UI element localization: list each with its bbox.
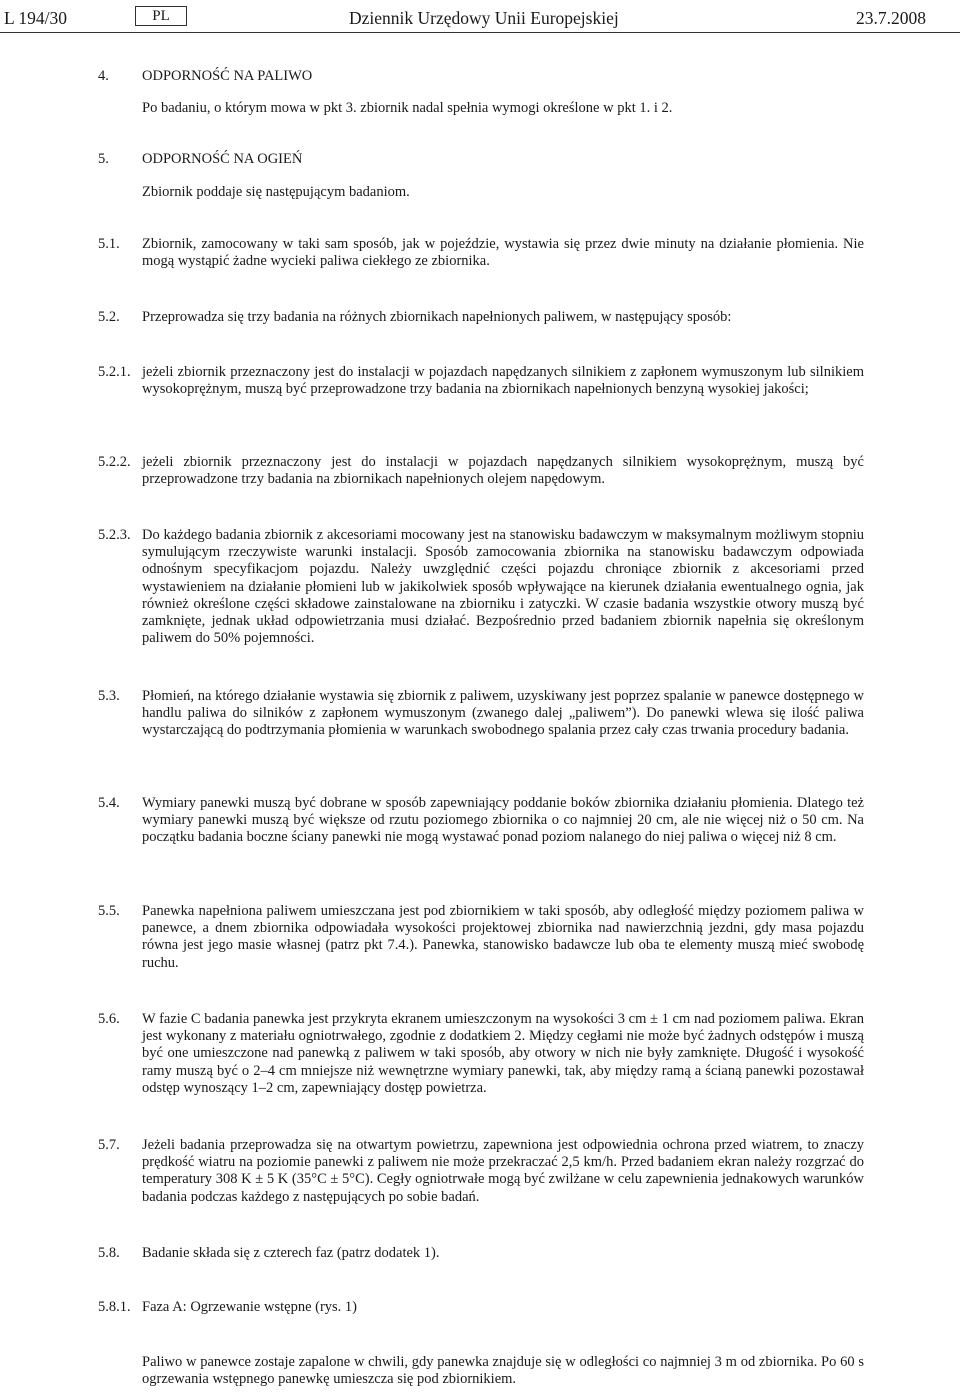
paragraph-5-4: [98, 795, 864, 847]
language-badge: PL: [135, 6, 187, 26]
paragraph-text: Badanie składa się z czterech faz (patrz dodatek 1).: [142, 1245, 440, 1261]
paragraph-5-8: [98, 1245, 864, 1262]
paragraph-number: 5.2.3.: [98, 527, 131, 543]
paragraph-number: 5.4.: [98, 795, 120, 811]
paragraph-number: 5.8.: [98, 1245, 120, 1261]
paragraph-5-5: [98, 903, 864, 972]
section-heading: [98, 68, 864, 85]
paragraph-number: 5.7.: [98, 1137, 120, 1153]
page-header: [0, 6, 960, 32]
section-number: 5.: [98, 151, 109, 167]
section-text: Po badaniu, o którym mowa w pkt 3. zbiornik nadal spełnia wymogi określone w pkt 1. i 2.: [142, 100, 673, 116]
paragraph-number: 5.6.: [98, 1011, 120, 1027]
paragraph-number: 5.2.2.: [98, 454, 131, 470]
paragraph-5-2-1: [98, 364, 864, 398]
paragraph-number: 5.3.: [98, 688, 120, 704]
section-text: Zbiornik poddaje się następującym badaniom.: [142, 184, 410, 200]
section-title: ODPORNOŚĆ NA OGIEŃ: [142, 151, 303, 167]
journal-title: Dziennik Urzędowy Unii Europejskiej: [349, 8, 619, 28]
paragraph-text: jeżeli zbiornik przeznaczony jest do instalacji w pojazdach napędzanych silnikiem z zapłonem wymuszonym lub silnikiem wysokoprężnym, muszą być przeprowadzone trzy badania na zbiornikach napełnionych benzyną wysokiej jakości;: [142, 364, 864, 398]
paragraph-text: Jeżeli badania przeprowadza się na otwartym powietrzu, zapewniona jest odpowiednia ochrona przed wiatrem, to znaczy prędkość wiatru na poziomie panewki z paliwem nie może przekraczać 2,5 km/h. Przed badaniem ekran należy rozgrzać do temperatury 308 K ± 5 K (35°C ± 5°C). Cegły ogniotrwałe mogą być zwilżane w celu zapewnienia jednakowych warunków badania podczas każdego z następujących po sobie badań.: [142, 1137, 864, 1205]
paragraph-5-2: [98, 309, 864, 326]
paragraph-text: Panewka napełniona paliwem umieszczana jest pod zbiornikiem w taki sposób, aby odległość między poziomem paliwa w panewce, a dnem zbiornika odpowiadała wysokości projektowej zbiornika nad nawierzchnią jezdni, gdy masa pojazdu równa jest jego masie własnej (patrz pkt 7.4.). Panewka, stanowisko badawcze lub oba te elementy muszą mieć swobodę ruchu.: [142, 903, 864, 971]
page-reference: L 194/30: [4, 8, 68, 28]
final-paragraph: Paliwo w panewce zostaje zapalone w chwili, gdy panewka znajduje się w odległości co najmniej 3 m od zbiornika. Po 60 s ogrzewania wstępnego panewkę umieszcza się pod zbiornikiem.: [142, 1354, 864, 1388]
paragraph-text: Zbiornik, zamocowany w taki sam sposób, jak w pojeździe, wystawia się przez dwie minuty na działanie płomienia. Nie mogą wystąpić żadne wycieki paliwa ciekłego ze zbiornika.: [142, 236, 864, 270]
section-heading: [98, 151, 864, 168]
paragraph-5-8-1: [98, 1299, 864, 1316]
paragraph-5-2-3: [98, 527, 864, 647]
paragraph-5-2-2: [98, 454, 864, 488]
paragraph-text: Płomień, na którego działanie wystawia się zbiornik z paliwem, uzyskiwany jest poprzez spalanie w panewce dostępnego w handlu paliwa do silników z zapłonem wymuszonym (zwanego dalej „paliwem”). Do panewki wlewa się ilość paliwa wystarczającą do podtrzymania płomienia w warunkach swobodnego spalania przez cały czas trwania procedury badania.: [142, 688, 864, 739]
paragraph-5-1: [98, 236, 864, 270]
paragraph-text: Faza A: Ogrzewanie wstępne (rys. 1): [142, 1299, 358, 1315]
paragraph-number: 5.2.: [98, 309, 120, 325]
header-rule: [0, 32, 960, 33]
paragraph-text: Wymiary panewki muszą być dobrane w sposób zapewniający poddanie boków zbiornika działaniu płomienia. Dlatego też wymiary panewki muszą być większe od rzutu poziomego zbiornika o co najmniej 20 cm, ale nie więcej niż o 50 cm. Na początku badania boczne ściany panewki nie mogą wystawać ponad poziom nalanego do niej paliwa o więcej niż 8 cm.: [142, 795, 864, 846]
paragraph-5-3: [98, 688, 864, 740]
section-title: ODPORNOŚĆ NA PALIWO: [142, 68, 313, 84]
paragraph-text: W fazie C badania panewka jest przykryta ekranem umieszczonym na wysokości 3 cm ± 1 cm nad poziomem paliwa. Ekran jest wykonany z materiału ogniotrwałego, zgodnie z dodatkiem 2. Między cegłami nie może być żadnych odstępów i muszą być one umieszczone nad panewką z paliwem w taki sposób, aby otwory w nich nie były zamknięte. Długość i wysokość ramy muszą być o 2–4 cm mniejsze niż wewnętrzne wymiary panewki, tak, aby między ramą a ścianą panewki pozostawał odstęp wynoszący 1–2 cm, zapewniający dostęp powietrza.: [142, 1011, 864, 1096]
paragraph-text: jeżeli zbiornik przeznaczony jest do instalacji w pojazdach napędzanych silnikiem wysokoprężnym, muszą być przeprowadzone trzy badania na zbiornikach napełnionych olejem napędowym.: [142, 454, 864, 488]
paragraph-number: 5.2.1.: [98, 364, 131, 380]
publication-date: 23.7.2008: [856, 8, 926, 28]
paragraph-number: 5.8.1.: [98, 1299, 131, 1315]
paragraph-number: 5.1.: [98, 236, 120, 252]
section-number: 4.: [98, 68, 109, 84]
paragraph-5-7: [98, 1137, 864, 1206]
paragraph-5-6: [98, 1011, 864, 1097]
paragraph-number: 5.5.: [98, 903, 120, 919]
paragraph-text: Do każdego badania zbiornik z akcesoriami mocowany jest na stanowisku badawczym w maksymalnym możliwym stopniu symulującym rzeczywiste warunki instalacji. Sposób zamocowania zbiornika na stanowisku badawczym odpowiada odnośnym specyfikacjom pojazdu. Należy uwzględnić części pojazdu chroniące zbiornik z akcesoriami przed wystawieniem na działanie płomieni lub w jakikolwiek sposób wpływające na kierunek działania ewentualnego ognia, jak również określone części składowe zainstalowane na zbiorniku i zatyczki. W czasie badania wszystkie otwory muszą być zamknięte, jednak układ odpowietrzania musi działać. Bezpośrednio przed badaniem zbiornik napełnia się określonym paliwem do 50% pojemności.: [142, 527, 864, 647]
paragraph-text: Przeprowadza się trzy badania na różnych zbiornikach napełnionych paliwem, w następujący sposób:: [142, 309, 732, 325]
